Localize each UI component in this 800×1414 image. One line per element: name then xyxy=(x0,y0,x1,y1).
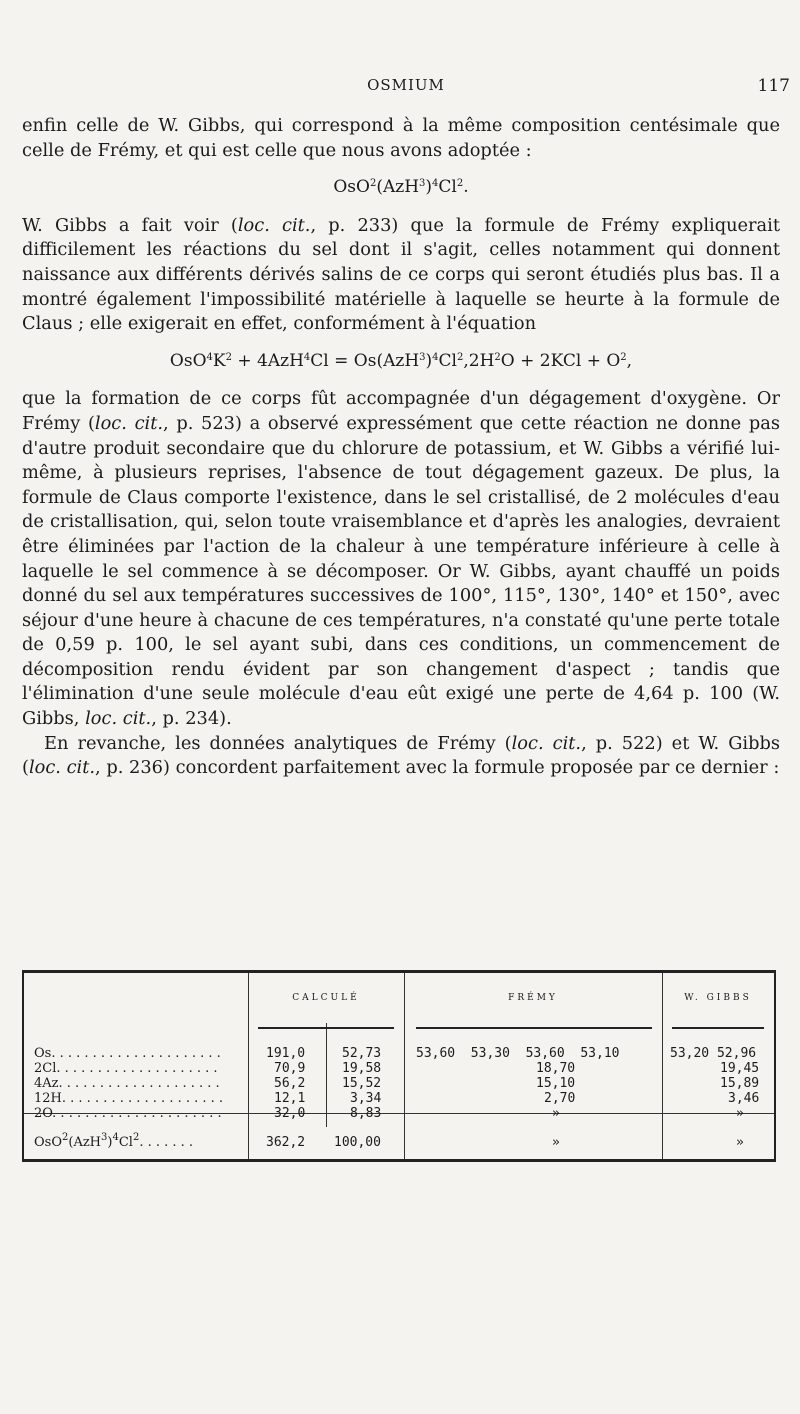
page-number: 117 xyxy=(757,76,790,96)
running-header xyxy=(22,76,790,102)
row-label: Os. . . . . . . . . . . . . . . . . . . . . xyxy=(34,1046,221,1061)
fremy-values: 53,60 53,30 53,60 53,10 xyxy=(416,1046,620,1061)
row-label: 12H. . . . . . . . . . . . . . . . . . . . xyxy=(34,1091,224,1106)
fremy-value: » xyxy=(552,1106,560,1121)
calc-b: 15,52 xyxy=(342,1076,382,1091)
row-label: 4Az. . . . . . . . . . . . . . . . . . . . xyxy=(34,1076,220,1091)
calc-b: 8,83 xyxy=(350,1106,382,1121)
analysis-table xyxy=(22,970,776,1162)
calc-a: 56,2 xyxy=(274,1076,306,1091)
paragraph-1: enfin celle de W. Gibbs, qui correspond à la même composition centésimale que celle de Frémy, et qui est celle que nous avons adoptée : xyxy=(22,115,780,161)
brace xyxy=(416,1027,652,1037)
total-fremy: » xyxy=(552,1135,560,1150)
paragraph-3: que la formation de ce corps fût accompagnée d'un dégagement d'oxygène. Or Frémy (loc. cit., p. 523) a observé expressément que cette réaction ne donne pas d'autre produit secondaire que du chlorure de potassium, et W. Gibbs a vérifié lui-même, à plusieurs reprises, l'absence de tout dégagement gazeux. De plus, la formule de Claus comporte l'existence, dans le sel cristallisé, de 2 molécules d'eau de cristallisation, qui, selon toute vraisemblance et d'après les analogies, devraient être éliminées par l'action de la chaleur à une température inférieure à celle à laquelle le sel commence à se décomposer. Or W. Gibbs, ayant chauffé un poids donné du sel aux températures successives de 100°, 115°, 130°, 140° et 150°, avec séjour d'une heure à chacune de ces températures, n'a constaté qu'une perte totale de 0,59 p. 100, le sel ayant subi, dans ces conditions, un commencement de décomposition rendu évident par son changement d'aspect ; tandis que l'élimination d'une seule molécule d'eau eût exigé une perte de 4,64 p. 100 (W. Gibbs, loc. cit., p. 234). xyxy=(22,388,780,730)
header-calcule: CALCULÉ xyxy=(292,993,360,1003)
total-label: $OsO^2(AzH^3)^4Cl^2$. . . . . . . xyxy=(34,1132,194,1150)
gibbs-value: » xyxy=(736,1106,744,1121)
total-calc-a: 362,2 xyxy=(266,1135,306,1150)
gibbs-value: 3,46 xyxy=(728,1091,760,1106)
row-label: 2Cl. . . . . . . . . . . . . . . . . . . . xyxy=(34,1061,218,1076)
fremy-value: 18,70 xyxy=(536,1061,576,1076)
row-label: 2O. . . . . . . . . . . . . . . . . . . . . xyxy=(34,1106,222,1121)
equation-claus: $OsO^4K^2 + 4AzH^4Cl = Os(AzH^3)^4Cl^2,2H^2O + 2KCl + O^2$, xyxy=(169,350,633,371)
header-gibbs: W. GIBBS xyxy=(684,993,752,1003)
paragraph-4: En revanche, les données analytiques de Frémy (loc. cit., p. 522) et W. Gibbs (loc. cit., p. 236) concordent parfaitement avec la formule proposée par ce dernier : xyxy=(22,732,780,779)
fremy-value: 15,10 xyxy=(536,1076,576,1091)
gibbs-value: 19,45 xyxy=(720,1061,760,1076)
calc-a: 70,9 xyxy=(274,1061,306,1076)
brace xyxy=(258,1027,394,1037)
calc-b: 52,73 xyxy=(342,1046,382,1061)
body-text xyxy=(22,114,780,781)
total-gibbs: » xyxy=(736,1135,744,1150)
calc-a: 191,0 xyxy=(266,1046,306,1061)
fremy-value: 2,70 xyxy=(544,1091,576,1106)
total-calc-b: 100,00 xyxy=(334,1135,381,1150)
calc-a: 32,0 xyxy=(274,1106,306,1121)
table-divider xyxy=(326,1023,327,1127)
calc-b: 19,58 xyxy=(342,1061,382,1076)
running-title: OSMIUM xyxy=(367,76,445,94)
calc-a: 12,1 xyxy=(274,1091,306,1106)
formula-osmium-salt: $OsO^2(AzH^3)^4Cl^2$. xyxy=(333,177,469,198)
gibbs-value: 15,89 xyxy=(720,1076,760,1091)
header-fremy: FRÉMY xyxy=(508,993,558,1003)
brace xyxy=(672,1027,764,1037)
calc-b: 3,34 xyxy=(350,1091,382,1106)
paragraph-2: W. Gibbs a fait voir (loc. cit., p. 233) que la formule de Frémy expliquerait difficilement les réactions du sel dont il s'agit, celles notamment qui donnent naissance aux différents dérivés salins de ce corps qui seront étudiés plus bas. Il a montré également l'impossibilité matérielle à laquelle se heurte à la formule de Claus ; elle exigerait en effet, conformément à l'équation xyxy=(22,214,780,335)
gibbs-values: 53,20 52,96 xyxy=(670,1046,757,1061)
